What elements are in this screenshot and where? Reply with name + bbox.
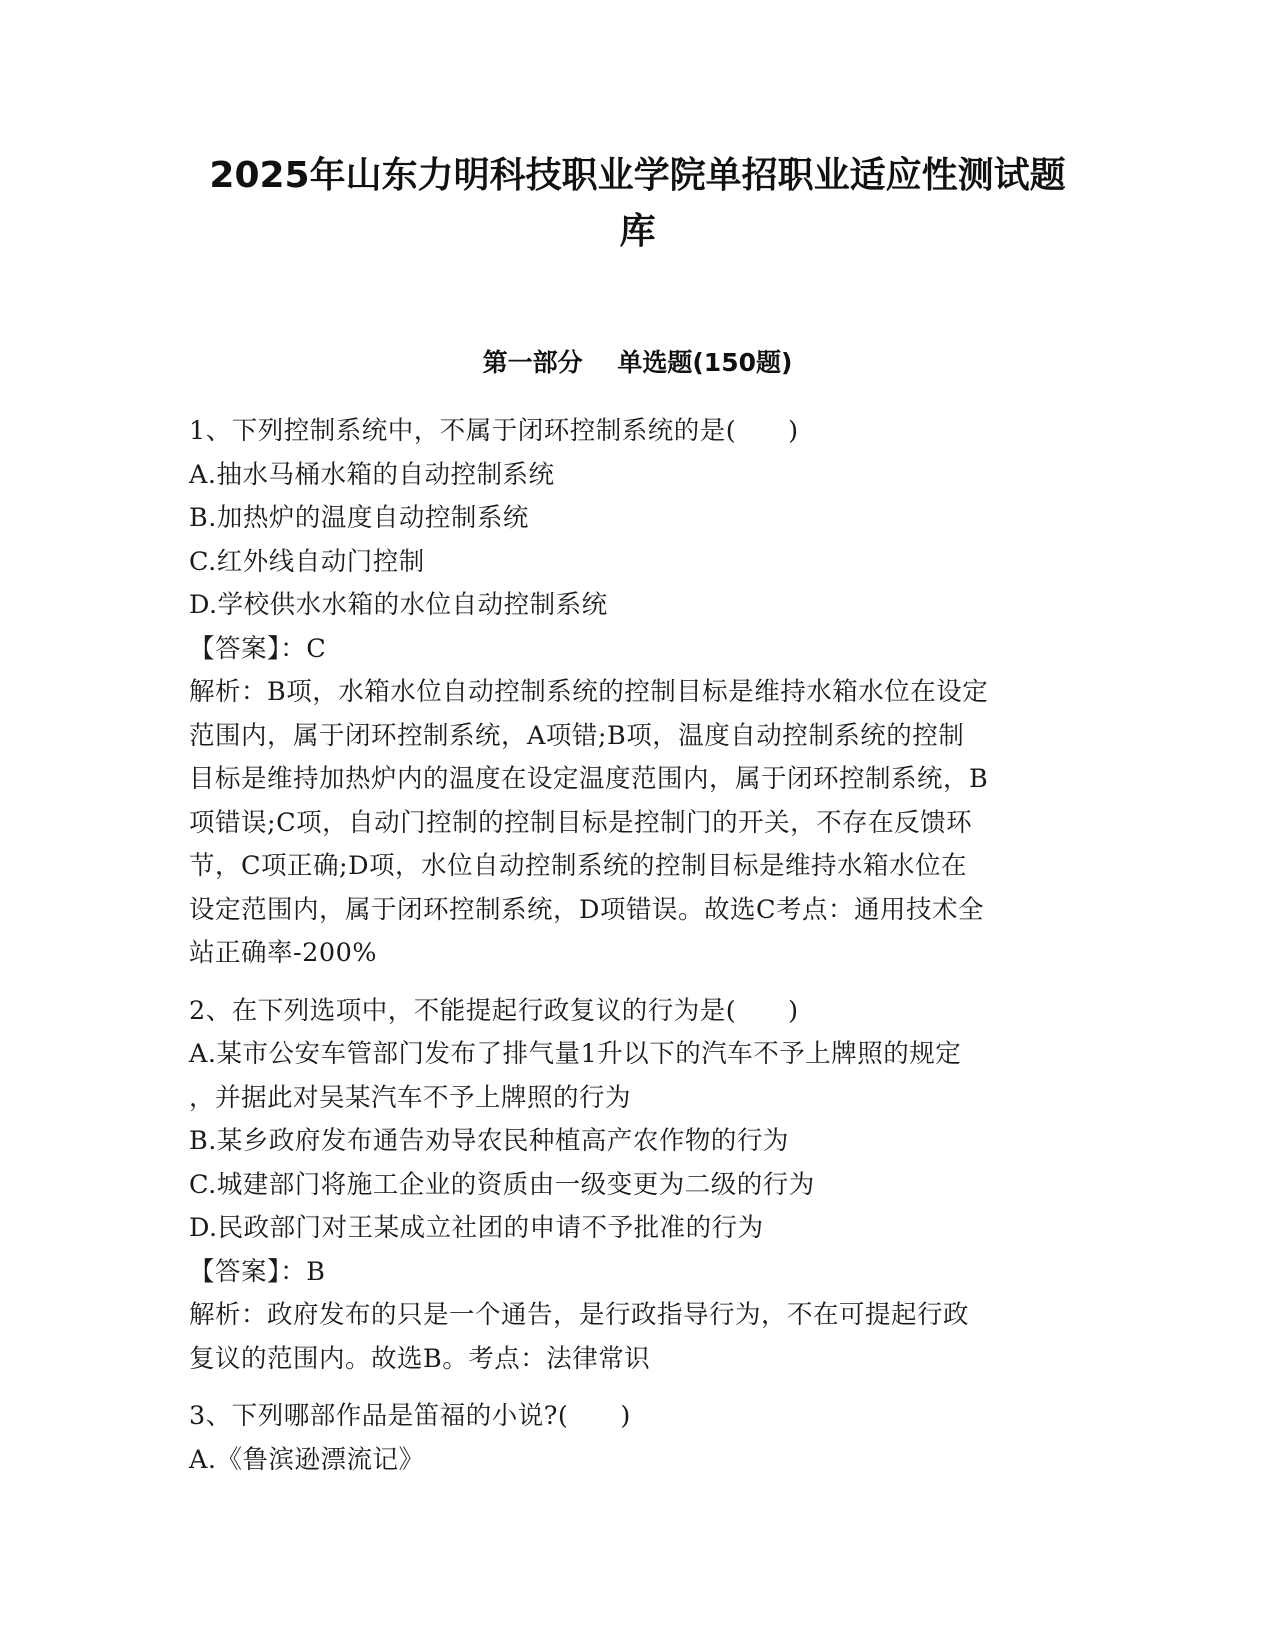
analysis-line: 设定范围内，属于闭环控制系统，D项错误。故选C考点：通用技术全 xyxy=(189,894,984,925)
analysis-line: 范围内，属于闭环控制系统，A项错;B项，温度自动控制系统的控制 xyxy=(189,720,965,751)
option-a: A.抽水马桶水箱的自动控制系统 xyxy=(189,459,555,490)
answer-label: 【答案】：C xyxy=(189,633,327,664)
question-3 xyxy=(189,1395,1089,1482)
option-b: B.加热炉的温度自动控制系统 xyxy=(189,503,529,533)
analysis-line: 解析：B项，水箱水位自动控制系统的控制目标是维持水箱水位在设定 xyxy=(189,677,989,707)
option-b: B.某乡政府发布通告劝导农民种植高产农作物的行为 xyxy=(189,1126,789,1156)
question-1 xyxy=(189,410,1089,976)
option-a: A.某市公安车管部门发布了排气量1升以下的汽车不予上牌照的规定 xyxy=(189,1039,962,1069)
analysis-text xyxy=(189,671,1089,976)
section-title: 第一部分 单选题(150题) xyxy=(482,348,793,377)
question-stem: 3、下列哪部作品是笛福的小说?( ) xyxy=(189,1401,631,1431)
analysis-text xyxy=(189,1294,1089,1381)
question-list xyxy=(189,410,1089,1482)
option-c: C.城建部门将施工企业的资质由一级变更为二级的行为 xyxy=(189,1169,815,1200)
option-d: D.学校供水水箱的水位自动控制系统 xyxy=(189,590,608,620)
option-a: A.《鲁滨逊漂流记》 xyxy=(189,1444,425,1475)
analysis-line: 站正确率-200% xyxy=(189,938,378,968)
question-2 xyxy=(189,990,1089,1382)
analysis-line: 节，C项正确;D项，水位自动控制系统的控制目标是维持水箱水位在 xyxy=(189,851,968,881)
document-title-line-1: 2025年山东力明科技职业学院单招职业适应性测试题 xyxy=(209,155,1066,196)
document-title-line-2: 库 xyxy=(619,211,656,252)
option-a-continued: ，并据此对吴某汽车不予上牌照的行为 xyxy=(189,1082,632,1113)
option-d: D.民政部门对王某成立社团的申请不予批准的行为 xyxy=(189,1213,764,1243)
analysis-line: 项错误;C项，自动门控制的控制目标是控制门的开关，不存在反馈环 xyxy=(189,807,973,838)
option-c: C.红外线自动门控制 xyxy=(189,546,425,577)
question-stem: 1、下列控制系统中，不属于闭环控制系统的是( ) xyxy=(189,416,799,446)
answer-label: 【答案】：B xyxy=(189,1256,326,1287)
analysis-line: 解析：政府发布的只是一个通告，是行政指导行为，不在可提起行政 xyxy=(189,1300,970,1330)
document-title xyxy=(150,148,1125,260)
analysis-line: 目标是维持加热炉内的温度在设定温度范围内，属于闭环控制系统，B xyxy=(189,764,989,794)
analysis-line: 复议的范围内。故选B。考点：法律常识 xyxy=(189,1343,651,1374)
question-stem: 2、在下列选项中，不能提起行政复议的行为是( ) xyxy=(189,995,799,1026)
